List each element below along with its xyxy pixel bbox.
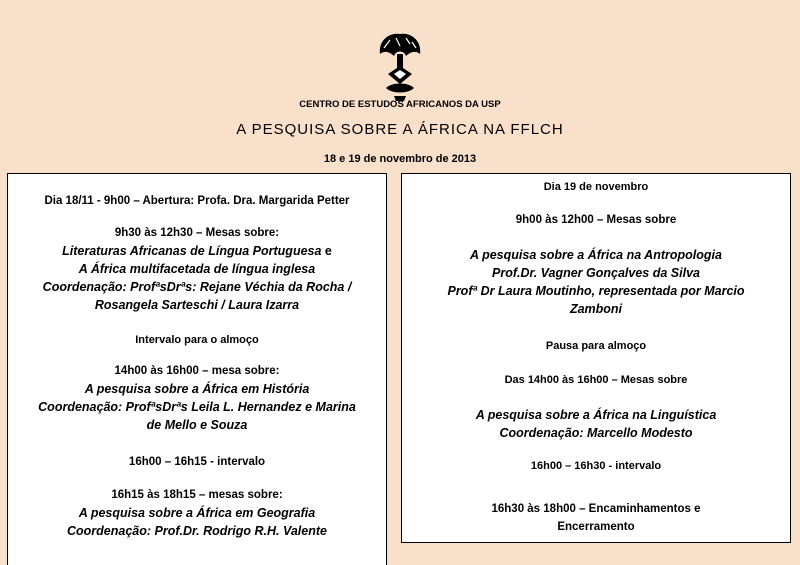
day1-session1 <box>8 224 386 314</box>
day2-session1-speaker-2a: Profª Dr Laura Moutinho, representada por Marcio <box>447 284 745 298</box>
day2-session1-topic: A pesquisa sobre a África na Antropologia <box>470 248 722 262</box>
day1-session3-coord: Coordenação: Prof.Dr. Rodrigo R.H. Valente <box>67 524 327 538</box>
day1-session1-coord-1: Coordenação: ProfªsDrªs: Rejane Véchia da Rocha / <box>42 280 352 294</box>
day1-session2-topic: A pesquisa sobre a África em História <box>84 382 310 396</box>
day2-session1-speaker-1: Prof.Dr. Vagner Gonçalves da Silva <box>492 266 700 280</box>
day1-session1-time: 9h30 às 12h30 – Mesas sobre: <box>114 227 280 239</box>
day1-schedule-box <box>7 173 387 565</box>
day1-session2-coord-1: Coordenação: ProfªsDrªs Leila L. Hernandez e Marina <box>38 400 356 414</box>
center-name: CENTRO DE ESTUDOS AFRICANOS DA USP <box>299 99 501 110</box>
day1-session3-topic: A pesquisa sobre a África em Geografia <box>78 506 316 520</box>
day2-lunch: Pausa para almoço <box>545 340 647 352</box>
event-title: A PESQUISA SOBRE A ÁFRICA NA FFLCH <box>236 121 564 138</box>
day2-session2-coord: Coordenação: Marcello Modesto <box>499 426 693 440</box>
day1-session3 <box>8 486 386 540</box>
day2-session2 <box>402 406 790 442</box>
day2-session1 <box>402 246 790 318</box>
day2-break: 16h00 – 16h30 - intervalo <box>530 460 662 472</box>
day2-closing-1: 16h30 às 18h00 – Encaminhamentos e <box>491 503 701 515</box>
day2-label: Dia 19 de novembro <box>543 181 649 193</box>
day2-schedule-box <box>401 173 791 543</box>
day1-session2-time: 14h00 às 16h00 – mesa sobre: <box>114 365 280 377</box>
day1-opening: Dia 18/11 - 9h00 – Abertura: Profa. Dra. Margarida Petter <box>44 195 350 207</box>
day2-session1-time: 9h00 às 12h00 – Mesas sobre <box>515 214 677 226</box>
day2-session1-speaker-2b: Zamboni <box>569 302 623 316</box>
event-dates: 18 e 19 de novembro de 2013 <box>323 153 477 165</box>
day1-session1-coord-2: Rosangela Sarteschi / Laura Izarra <box>94 298 300 312</box>
day1-session1-topic-a-line: Literaturas Africanas de Língua Portuguesa e <box>62 244 332 258</box>
day1-lunch: Intervalo para o almoço <box>135 334 259 346</box>
ceafro-logo-icon <box>376 30 424 102</box>
day2-session2-topic: A pesquisa sobre a África na Linguística <box>475 408 717 422</box>
day2-closing <box>402 500 790 536</box>
day1-session2-coord-2: de Mello e Souza <box>146 418 248 432</box>
day2-session2-time: Das 14h00 às 16h00 – Mesas sobre <box>504 374 688 386</box>
day1-session1-topic-b: A África multifacetada de língua inglesa <box>78 262 316 276</box>
day2-closing-2: Encerramento <box>557 521 635 533</box>
day1-break: 16h00 – 16h15 - intervalo <box>128 456 266 468</box>
day1-session3-time: 16h15 às 18h15 – mesas sobre: <box>111 489 283 501</box>
day1-session2 <box>8 362 386 434</box>
